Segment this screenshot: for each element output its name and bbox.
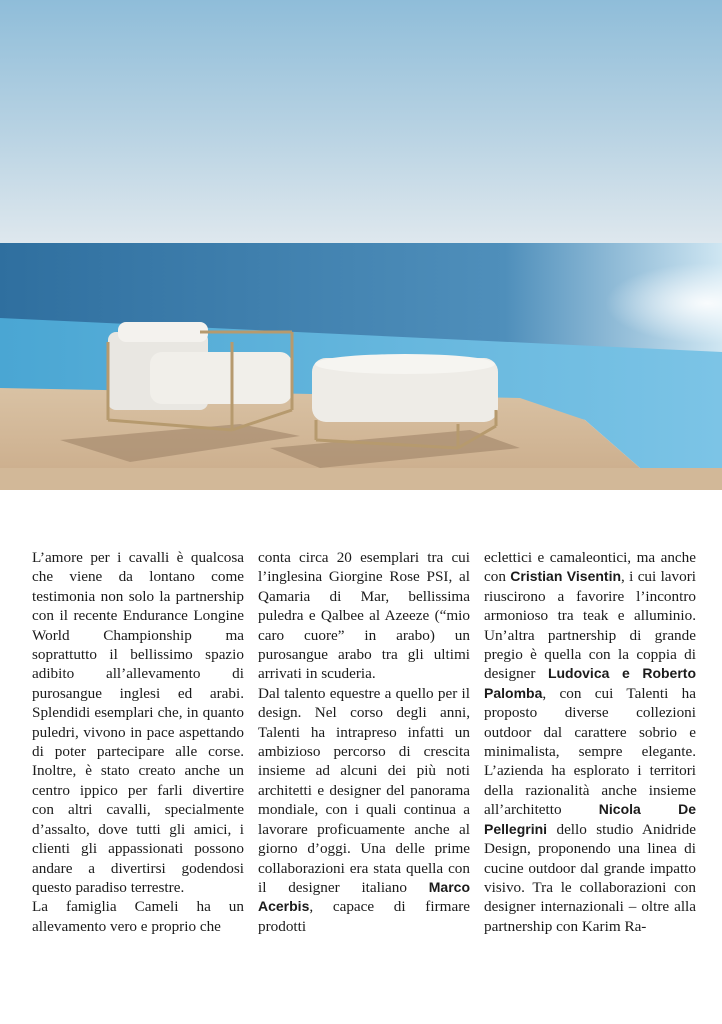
paragraph: conta circa 20 esemplari tra cui l’inglesina Giorgine Rose PSI, al Qamaria di Mar, bellissima puledra e Qalbee al Azeeze (“mio caro cuore” in arabo) un purosangue arabo tra gli ultimi arrivati in scuderia. (258, 549, 470, 683)
paragraph: La famiglia Cameli ha un allevamento vero e proprio che (32, 898, 244, 935)
paragraph (484, 548, 696, 936)
hero-photo (0, 0, 722, 490)
text-run: Dal talento equestre a quello per il design. Nel corso degli anni, Talenti ha intrapreso infatti un ambizioso percorso di crescita insieme ad alcuni dei più noti architetti e designer del panorama mondiale, con i quali continua a lavorare proficuamente anche al giorno d’oggi. Una delle prime collaborazioni era stata quella con il designer italiano (258, 684, 470, 896)
article-column-2 (258, 548, 470, 968)
designer-name: Ludovica e Roberto Palomba (484, 665, 696, 701)
designer-name: Marco Acerbis (258, 878, 470, 915)
article-body (32, 548, 696, 968)
text-run: dello studio Anidride Design, proponendo una linea di cucine outdoor dal grande impatto visivo. Tra le collaborazioni con designer internazionali – oltre alla partnership con Karim Ra- (484, 820, 696, 935)
article-column-3 (484, 548, 696, 968)
text-run: , con cui Talenti ha proposto diverse collezioni outdoor dal carattere sobrio e minimalista, sempre elegante. L’azienda ha esplorato i territori della razionalità anche insieme all’architetto (484, 684, 696, 819)
text-run: , i cui lavori riuscirono a favorire l’incontro armonioso tra teak e alluminio. Un’altra partnership di grande pregio è quella con la coppia di designer (484, 568, 696, 683)
designer-name: Nicola De Pellegrini (484, 801, 696, 837)
paragraph (258, 684, 470, 936)
designer-name: Cristian Visentin (510, 568, 622, 585)
paragraph: L’amore per i cavalli è qualcosa che viene da lontano come testimonia non solo la partnership con il recente Endurance Longine World Championship ma soprattutto il bellissimo spazio adibito all’allevamento di purosangue inglesi ed arabi. Splendidi esemplari che, in quanto puledri, vivono in pace aspettando di poter partecipare alle corse. Inoltre, è stato creato anche un centro ippico per farli divertire con altri cavalli, specialmente d’assalto, dove tutti gli amici, i clienti gli appassionati possono andare a divertirsi godendosi questo paradiso terrestre. (32, 549, 244, 896)
article-column-1 (32, 548, 244, 968)
text-run: eclettici e camaleontici, ma anche con (484, 549, 696, 586)
text-run: , capace di firmare prodotti (258, 898, 470, 935)
sky (0, 0, 722, 245)
